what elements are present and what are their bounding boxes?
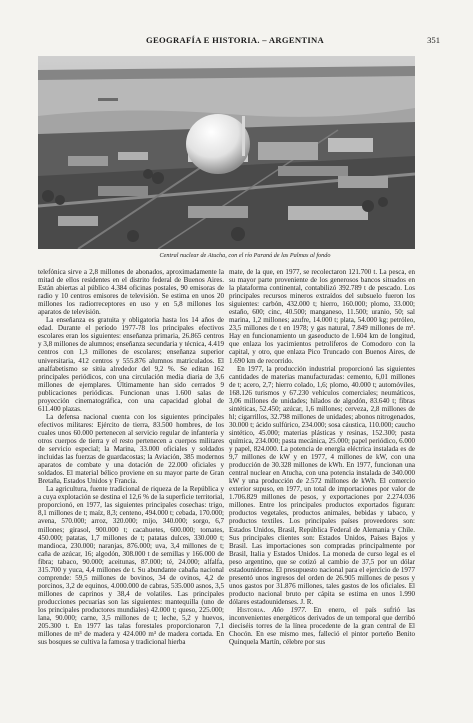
text-column-right [229,268,415,646]
text-column-left [38,268,224,646]
history-year: Año 1977. [272,605,307,614]
paragraph: mate, de la que, en 1977, se recolectaron 121.700 t. La pesca, en su mayor parte proveniente de los generosos bancos situados en la plataforma continental, contabilizó 392.789 t de pescado. Los principales recursos mineros extraídos del subsuelo fueron los siguientes: carbón, 432.000 t; hierro, 160.000; plomo, 33.000; estaño, 600; cinc, 40.500; manganeso, 11.500; uranio, 50; sal marina, 1,2 millones; azufre, 14.000 t; plata, 54.000 kg; petróleo, 23,5 millones de t en 1978; y gas natural, 7.849 millones de m³. Hay en funcionamiento un gaseoducto de 1.604 km de longitud, que enlaza los yacimientos petrolíferos de Comodoro con la capital, y otro, que enlaza Pico Truncado con Buenos Aires, de 1.690 km de recorrido. [229,268,415,365]
paragraph: La defensa nacional cuenta con los siguientes principales efectivos militares: Ejército de tierra, 83.500 hombres, de los cuales unos 60.000 pertenecen al servicio regular de infantería y otros cuerpos de tierra y el resto pertenecen a cuerpos militares de servicio especial; la Marina, 33.000 oficiales y soldados incluidas las fuerzas de guardacostas; la Aviación, 385 modernos aparatos de combate y una dotación de 22.000 oficiales y soldados. El material bélico proviene en su mayor parte de Gran Bretaña, Estados Unidos y Francia. [38,412,224,486]
history-text: En enero, el país sufrió las inconvenientes energéticos derivados de un temporal que derribó dieciséis torres de la línea procedente de la gran central de El Chocón. En ese mismo mes, falleció el pintor porteño Benito Quinquela Martín, célebre por sus [229,605,415,647]
paragraph: En 1977, la producción industrial proporcionó las siguientes cantidades de materias manufacturadas: cemento, 6,01 millones de t; acero, 2,7; hierro colado, 1,6; plomo, 40.000 t; automóviles, 168.126 turismos y 67.230 vehículos comerciales; neumáticos, 3,06 millones de unidades; hilados de algodón, 83.640 t; fibras sintéticas, 52.450; azúcar, 1,6 millones; cerveza, 2,8 millones de hl; cigarrillos, 32.798 millones de unidades; abonos nitrogenados, 30.000 t; ácido sulfúrico, 234.000; sosa cáustica, 110.000; caucho sintético, 45.000; materias plásticas y resinas, 152.300; pasta química, 234.000; pasta mecánica, 25.000; papel periódico, 6.000 y papel, 824.000. La potencia de energía eléctrica instalada es de 9,7 millones de kW y en 1977, 4 millones de kW, con una producción de 30.328 millones de kWh. En 1977, funcionan una central nuclear en Atucha, con una potencia instalada de 340.000 kW y una producción de 2.572 millones de kWh. El comercio exterior supuso, en 1977, un total de importaciones por valor de 1.706.829 millones de pesos, y exportaciones por 2.274.036 millones. Entre los principales productos exportados figuran: productos vegetales, productos animales, bebidas y tabaco, y productos textiles. Los principales países proveedores son: Estados Unidos, Brasil, República Federal de Alemania y Chile. Sus principales clientes son: Estados Unidos, Países Bajos y Brasil. Las importaciones son compradas principalmente por Brasil, Italia y Estados Unidos. La moneda de curso legal es el peso argentino, que se cotizó al cambio de 37,5 por un dólar estadounidense. El presupuesto nacional para el ejercicio de 1977 presentó unos ingresos del orden de 26.905 millones de pesos y unos gastos por 31.876 millones, tales gastos de los oficiales. El producto nacional bruto per cápita se estima en unos 1.990 dólares estadounidenses. J. R. [229,364,415,606]
page-header [38,35,440,49]
page-number: 351 [427,35,440,45]
photo-caption: Central nuclear de Atucha, con el río Paraná de las Palmas al fondo [159,252,331,259]
paragraph: telefónica sirve a 2,8 millones de abonados, aproximadamente la mitad de ellos residentes en el distrito federal de Buenos Aires. Están abiertas al público 4.384 oficinas postales, 90 emisoras de radio y 10 centros emisores de televisión. Se estima en unos 20 millones los radiorreceptores en uso y en 5,8 millones los aparatos de televisión. [38,268,224,317]
running-title: GEOGRAFÍA E HISTORIA. – ARGENTINA [146,35,325,45]
history-paragraph: Historia. Año 1977. En enero, el país sufrió las inconvenientes energéticos derivados de un temporal que derribó dieciséis torres de la línea procedente de la gran central de El Chocón. En ese mismo mes, falleció el pintor porteño Benito Quinquela Martín, célebre por sus [229,605,415,647]
photo-illustration [38,56,415,249]
paragraph: La enseñanza es gratuita y obligatoria hasta los 14 años de edad. Durante el período 1977-78 los principales efectivos escolares eran los siguientes: enseñanza primaria, 26.865 centros y 3,8 millones de alumnos; enseñanza secundaria y técnica, 4.419 centros con 1,3 millones de escolares; enseñanza superior universitaria, 412 centros y 555.876 alumnos matriculados. El analfabetismo se sitúa alrededor del 9,2 %. Se editan 162 principales periódicos, con una circulación media diaria de 3,6 millones de ejemplares. Últimamente han sido cerrados 9 publicaciones periódicas. Funcionan unas 1.600 salas de proyección cinematográfica, con una capacidad global de 611.400 plazas. [38,316,224,413]
paragraph: La agricultura, fuente tradicional de riqueza de la República y a cuya explotación se destina el 12,6 % de la superficie territorial, proporcionó, en 1977, las siguientes principales cosechas: trigo, 8,1 millones de t; maíz, 8,3; centeno, 494.000 t; cebada, 170.000; avena, 570.000; arroz, 320.000; mijo, 340.000; sorgo, 6,7 millones; girasol, 900.000 t; cacahuetes, 600.000; tomates, 450.000; patatas, 1,7 millones de t; patatas dulces, 330.000 t; mandioca, 230.000; naranjas, 876.000; uva, 3,4 millones de t; caña de azúcar, 16; algodón, 308.000 t de semillas y 166.000 de fibra; tabaco, 90.000; aceitunas, 87.000; té, 24.000; alfalfa, 315.700 y yuca, 4,4 millones de t. Su abundante cabaña nacional comprende: 59,5 millones de bovinos, 34 de ovinos, 4,2 de porcinos, 3,2 de equinos, 4.000.000 de cabras, 535.000 asnos, 3,5 millones de caprinos y 38,4 de volatiles. Las principales producciones pecuarias son las siguientes: mantequilla (uno de los principales productores mundiales) 42.000 t; queso, 225.000; lana, 90.000; carne, 3,5 millones de t; leche, 5,2 y huevos, 205.300 t. En 1977 las talas forestales proporcionaron 7,1 millones de m³ de madera y 424.000 m³ de madera cortada. En sus bosques se cultiva la famosa y tradicional hierba [38,485,224,647]
atucha-nuclear-plant-photo [38,56,415,249]
history-label: Historia [237,605,264,614]
